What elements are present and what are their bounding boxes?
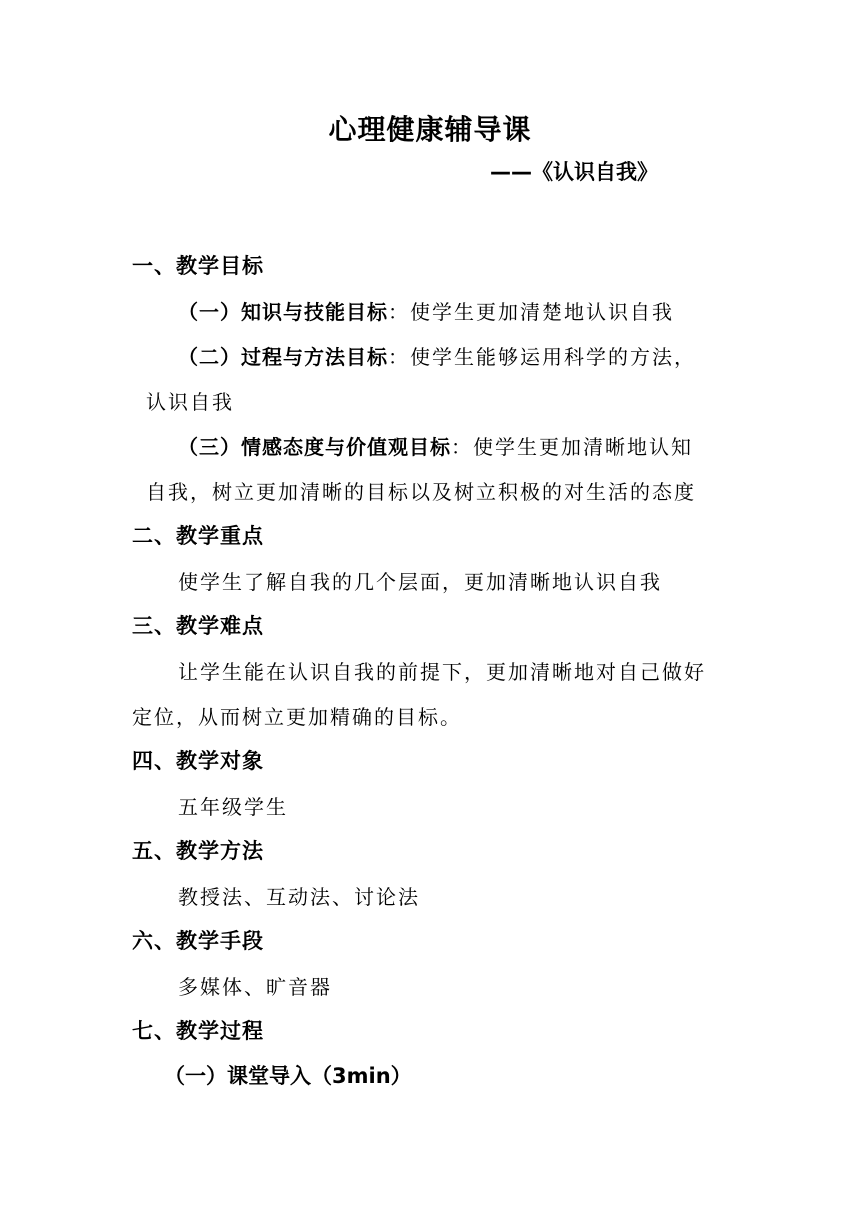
- goal-text: ：使学生能够运用科学的方法，: [388, 345, 696, 369]
- goal-emotion-values: [178, 431, 693, 460]
- goal-text: ：使学生更加清楚地认识自我: [388, 300, 674, 324]
- goal-emotion-values-continued: 自我，树立更加清晰的目标以及树立积极的对生活的态度: [146, 480, 696, 504]
- goal-label: （一）知识与技能目标: [178, 300, 388, 324]
- section-heading-process: 七、教学过程: [132, 1019, 264, 1043]
- goal-label: （二）过程与方法目标: [178, 345, 388, 369]
- key-points-text: 使学生了解自我的几个层面，更加清晰地认识自我: [178, 570, 662, 594]
- difficulties-text: 让学生能在认识自我的前提下，更加清晰地对自己做好: [178, 660, 706, 684]
- means-text: 多媒体、旷音器: [178, 975, 332, 999]
- document-title: 心理健康辅导课: [328, 113, 532, 146]
- process-subheading-introduction: （一）课堂导入（3min）: [164, 1064, 412, 1088]
- section-heading-teaching-goals: 一、教学目标: [132, 254, 264, 278]
- goal-process-method-continued: 认识自我: [146, 390, 234, 414]
- goal-process-method: [178, 341, 696, 370]
- document-subtitle: ——《认识自我》: [490, 160, 658, 184]
- section-heading-audience: 四、教学对象: [132, 749, 264, 773]
- section-heading-key-points: 二、教学重点: [132, 524, 264, 548]
- difficulties-text-continued: 定位，从而树立更加精确的目标。: [132, 705, 462, 729]
- section-heading-means: 六、教学手段: [132, 929, 264, 953]
- goal-label: （三）情感态度与价值观目标: [178, 435, 451, 459]
- goal-text: ：使学生更加清晰地认知: [451, 435, 693, 459]
- methods-text: 教授法、互动法、讨论法: [178, 885, 420, 909]
- goal-knowledge-skills: [178, 296, 674, 325]
- section-heading-difficulties: 三、教学难点: [132, 614, 264, 638]
- section-heading-methods: 五、教学方法: [132, 839, 264, 863]
- audience-text: 五年级学生: [178, 795, 288, 819]
